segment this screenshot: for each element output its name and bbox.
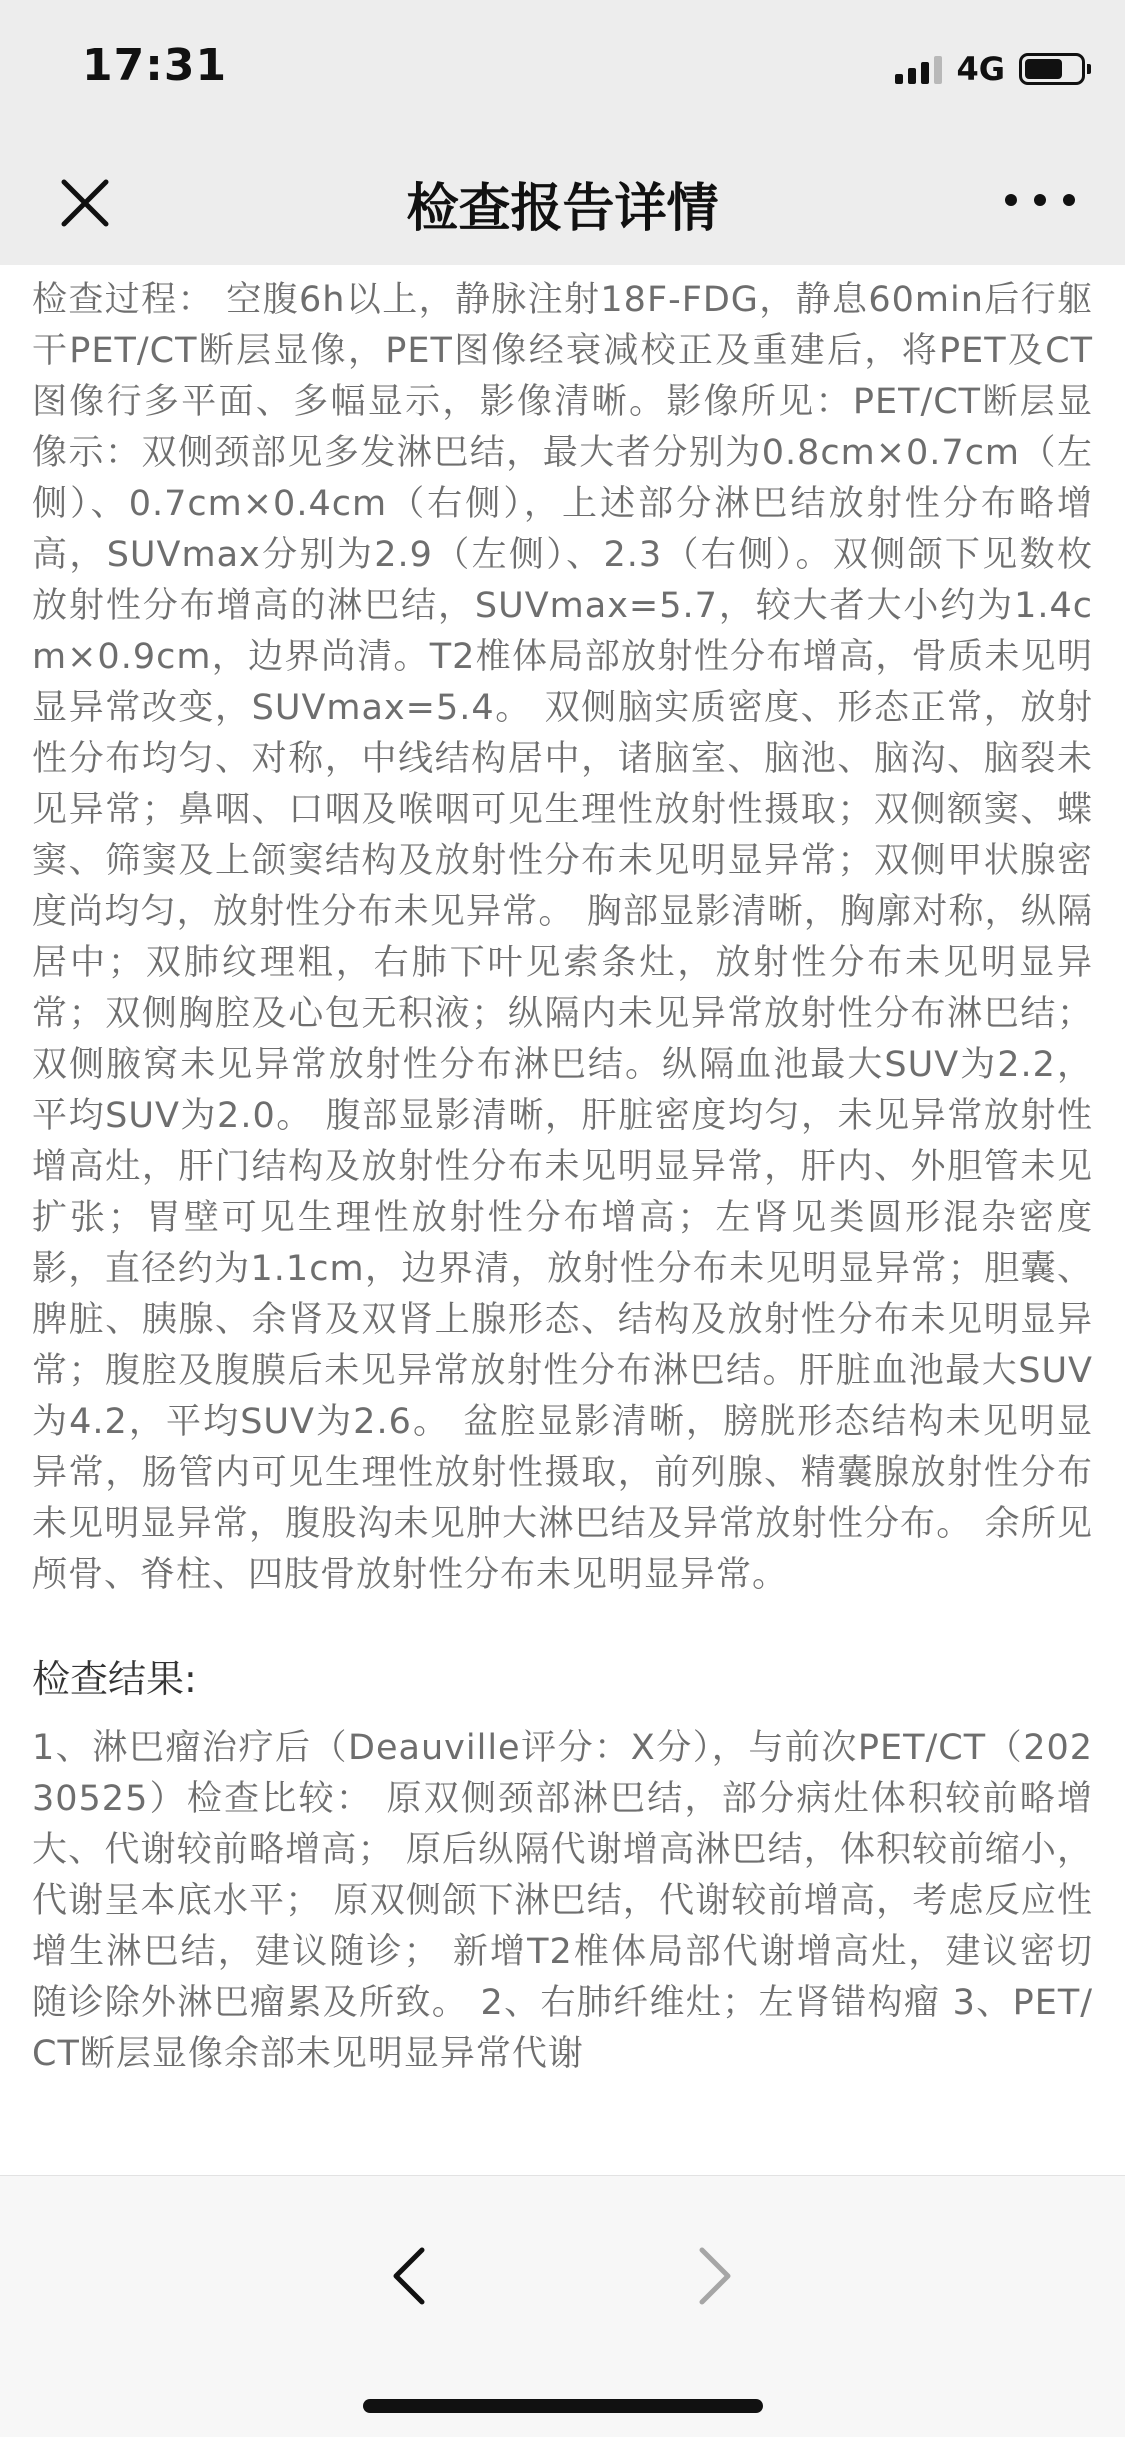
- page-title: 检查报告详情: [406, 179, 719, 239]
- exam-process-text: 检查过程： 空腹6h以上，静脉注射18F-FDG，静息60min后行躯干PET/CT断层显像，PET图像经衰减校正及重建后，将PET及CT图像行多平面、多幅显示，影像清晰。影像所见：PET/CT断层显像示：双侧颈部见多发淋巴结，最大者分别为0.8cm×0.7cm（左侧）、0.7cm×0.4cm（右侧），上述部分淋巴结放射性分布略增高，SUVmax分别为2.9（左侧）、2.3（右侧）。双侧颌下见数枚放射性分布增高的淋巴结，SUVmax=5.7，较大者大小约为1.4cm×0.9cm，边界尚清。T2椎体局部放射性分布增高，骨质未见明显异常改变，SUVmax=5.4。 双侧脑实质密度、形态正常，放射性分布均匀、对称，中线结构居中，诸脑室、脑池、脑沟、脑裂未见异常；鼻咽、口咽及喉咽可见生理性放射性摄取；双侧额窦、蝶窦、筛窦及上颌窦结构及放射性分布未见明显异常；双侧甲状腺密度尚均匀，放射性分布未见异常。 胸部显影清晰，胸廓对称，纵隔居中；双肺纹理粗，右肺下叶见索条灶，放射性分布未见明显异常；双侧胸腔及心包无积液；纵隔内未见异常放射性分布淋巴结；双侧腋窝未见异常放射性分布淋巴结。纵隔血池最大SUV为2.2，平均SUV为2.0。 腹部显影清晰，肝脏密度均匀，未见异常放射性增高灶，肝门结构及放射性分布未见明显异常，肝内、外胆管未见扩张；胃壁可见生理性放射性分布增高；左肾见类圆形混杂密度影，直径约为1.1cm，边界清，放射性分布未见明显异常；胆囊、脾脏、胰腺、余肾及双肾上腺形态、结构及放射性分布未见明显异常；腹腔及腹膜后未见异常放射性分布淋巴结。肝脏血池最大SUV为4.2，平均SUV为2.6。 盆腔显影清晰，膀胱形态结构未见明显异常，肠管内可见生理性放射性摄取，前列腺、精囊腺放射性分布未见明显异常，腹股沟未见肿大淋巴结及异常放射性分布。 余所见颅骨、脊柱、四肢骨放射性分布未见明显异常。: [32, 280, 1093, 1595]
- forward-button[interactable]: [672, 2236, 752, 2316]
- home-indicator[interactable]: [363, 2399, 763, 2413]
- network-type: 4G: [956, 50, 1005, 88]
- back-button[interactable]: [372, 2236, 452, 2316]
- navigation-bar: [0, 140, 1125, 265]
- status-time: 17:31: [82, 40, 228, 91]
- chevron-left-icon: [372, 2236, 452, 2316]
- report-content[interactable]: [0, 265, 1125, 2175]
- status-indicators: [895, 50, 1085, 88]
- exam-result-heading: 检查结果:: [32, 1657, 197, 1701]
- more-dots-icon: [1005, 194, 1017, 206]
- exam-result-text: 1、淋巴瘤治疗后（Deauville评分：X分），与前次PET/CT（20230525）检查比较： 原双侧颈部淋巴结，部分病灶体积较前略增大、代谢较前略增高； 原后纵隔代谢增高淋巴结，体积较前缩小，代谢呈本底水平； 原双侧颌下淋巴结，代谢较前增高，考虑反应性增生淋巴结，建议随诊； 新增T2椎体局部代谢增高灶，建议密切随诊除外淋巴瘤累及所致。 2、右肺纤维灶；左肾错构瘤 3、PET/CT断层显像余部未见明显异常代谢: [32, 1728, 1093, 2074]
- more-options-button[interactable]: [1005, 180, 1075, 220]
- status-bar: [0, 0, 1125, 140]
- battery-icon: [1019, 53, 1085, 85]
- cellular-signal-icon: [895, 54, 942, 84]
- bottom-toolbar: [0, 2175, 1125, 2437]
- chevron-right-icon: [672, 2236, 752, 2316]
